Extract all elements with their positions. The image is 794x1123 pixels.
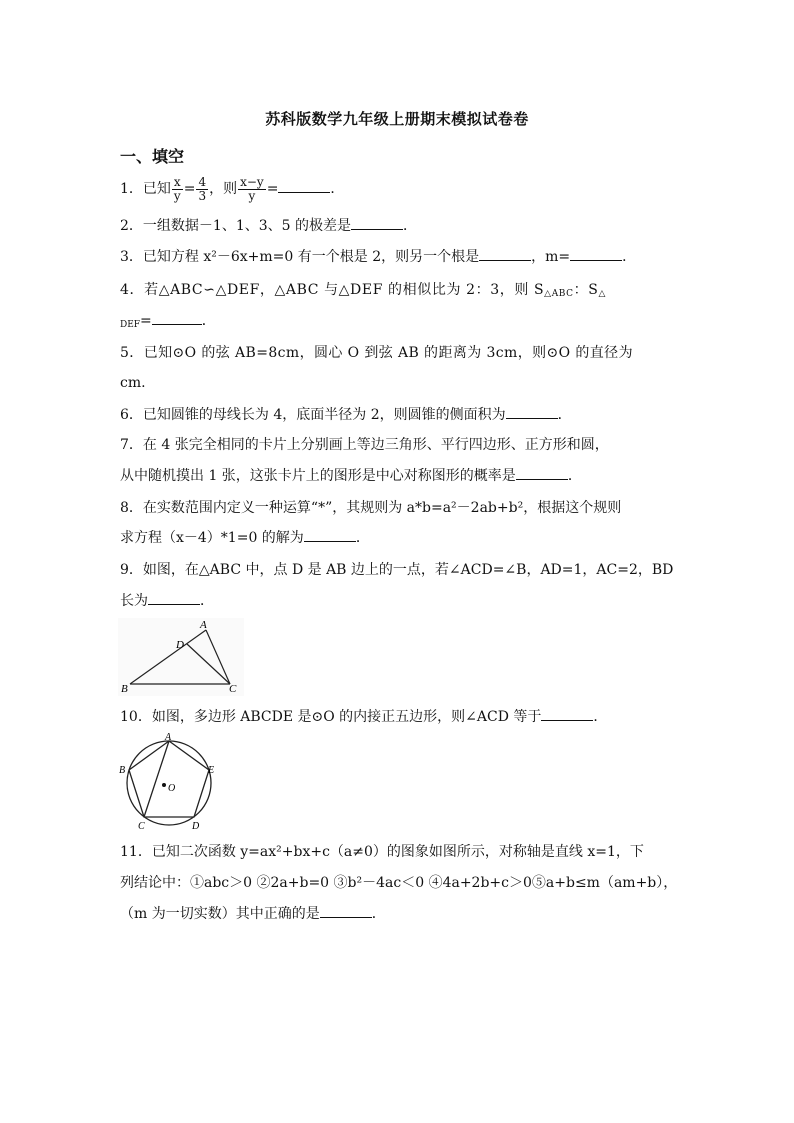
answer-blank[interactable]: [506, 404, 558, 419]
center-point: [162, 783, 166, 787]
answer-blank[interactable]: [479, 246, 531, 261]
pentagon-figure: [116, 733, 220, 831]
label-a: A: [165, 733, 172, 743]
question-6: 6．已知圆锥的母线长为 4，底面半径为 2，则圆锥的侧面积为 ．: [120, 400, 680, 431]
triangle-figure: [118, 618, 244, 696]
question-11-cont: 列结论中：①abc＞0 ②2a+b=0 ③b²－4ac＜0 ④4a+2b+c＞0⑤a+b≤m（am+b），: [120, 875, 678, 891]
label-d: D: [192, 821, 200, 831]
answer-blank[interactable]: [516, 465, 568, 480]
question-9: 9．如图，在△ABC 中，点 D 是 AB 边上的一点，若∠ACD=∠B，AD=1，AC=2，BD: [120, 562, 674, 578]
answer-blank[interactable]: [320, 903, 372, 918]
question-4: 4．若△ABC∽△DEF，△ABC 与△DEF 的相似比为 2：3，则 $S_{\triangle ABC}$：$S_\triangle$: [120, 282, 606, 299]
answer-blank[interactable]: [541, 706, 593, 721]
label-e: E: [208, 765, 215, 776]
question-9-cont: 长为 ．: [120, 586, 680, 617]
label-d: D: [176, 639, 184, 651]
question-11: 11．已知二次函数 y=ax²+bx+c（a≠0）的图象如图所示，对称轴是直线 x=1，下: [120, 844, 644, 860]
label-b: B: [121, 683, 128, 695]
page-title: 苏科版数学九年级上册期末模拟试卷卷: [265, 110, 529, 128]
question-4-cont: $_{DEF}$= ．: [120, 306, 680, 341]
question-7: 7．在 4 张完全相同的卡片上分别画上等边三角形、平行四边形、正方形和圆，: [120, 437, 609, 453]
label-c: C: [138, 821, 145, 831]
question-10: 10．如图，多边形 ABCDE 是⊙O 的内接正五边形，则∠ACD 等于 ．: [120, 702, 680, 733]
answer-blank[interactable]: [152, 310, 202, 325]
question-7-cont: 从中随机摸出 1 张，这张卡片上的图形是中心对称图形的概率是 ．: [120, 461, 680, 492]
question-3: 3．已知方程 x²－6x+m=0 有一个根是 2，则另一个根是 ，m= ．: [120, 242, 680, 273]
question-5: 5．已知⊙O 的弦 AB=8cm，圆心 O 到弦 AB 的距离为 3cm，则⊙O 的直径为: [120, 345, 633, 361]
fraction-x-over-y: $\frac{x}{y}$: [173, 174, 181, 203]
answer-blank[interactable]: [278, 178, 330, 193]
question-5-cont: cm.: [120, 375, 146, 391]
question-11-cont2: （m 为一切实数）其中正确的是 ．: [120, 899, 680, 930]
fraction-4-over-3: $\frac{4}{3}$: [198, 174, 207, 203]
section-heading: 一、填空: [120, 147, 185, 166]
fraction-x-minus-y-over-y: $\frac{x-y}{y}$: [240, 174, 264, 203]
label-c: C: [229, 683, 237, 695]
label-a: A: [200, 619, 207, 631]
answer-blank[interactable]: [570, 246, 622, 261]
question-8: 8．在实数范围内定义一种运算“*”，其规则为 a*b=a²－2ab+b²，根据这个规则: [120, 500, 622, 516]
answer-blank[interactable]: [304, 527, 356, 542]
label-o: O: [168, 783, 176, 794]
answer-blank[interactable]: [351, 215, 403, 230]
question-8-cont: 求方程（x－4）*1=0 的解为 ．: [120, 523, 680, 554]
segment-ac: [144, 741, 169, 817]
answer-blank[interactable]: [148, 590, 200, 605]
question-1: 1．已知 $\frac{x}{y}$ = $\frac{4}{3}$ ，则 $\frac{x-y}{y}$ = ．: [120, 174, 345, 203]
question-2: 2．一组数据－1、1、3、5 的极差是 ．: [120, 211, 680, 242]
label-b: B: [119, 765, 126, 776]
q1-prefix: 1．已知: [120, 181, 171, 197]
